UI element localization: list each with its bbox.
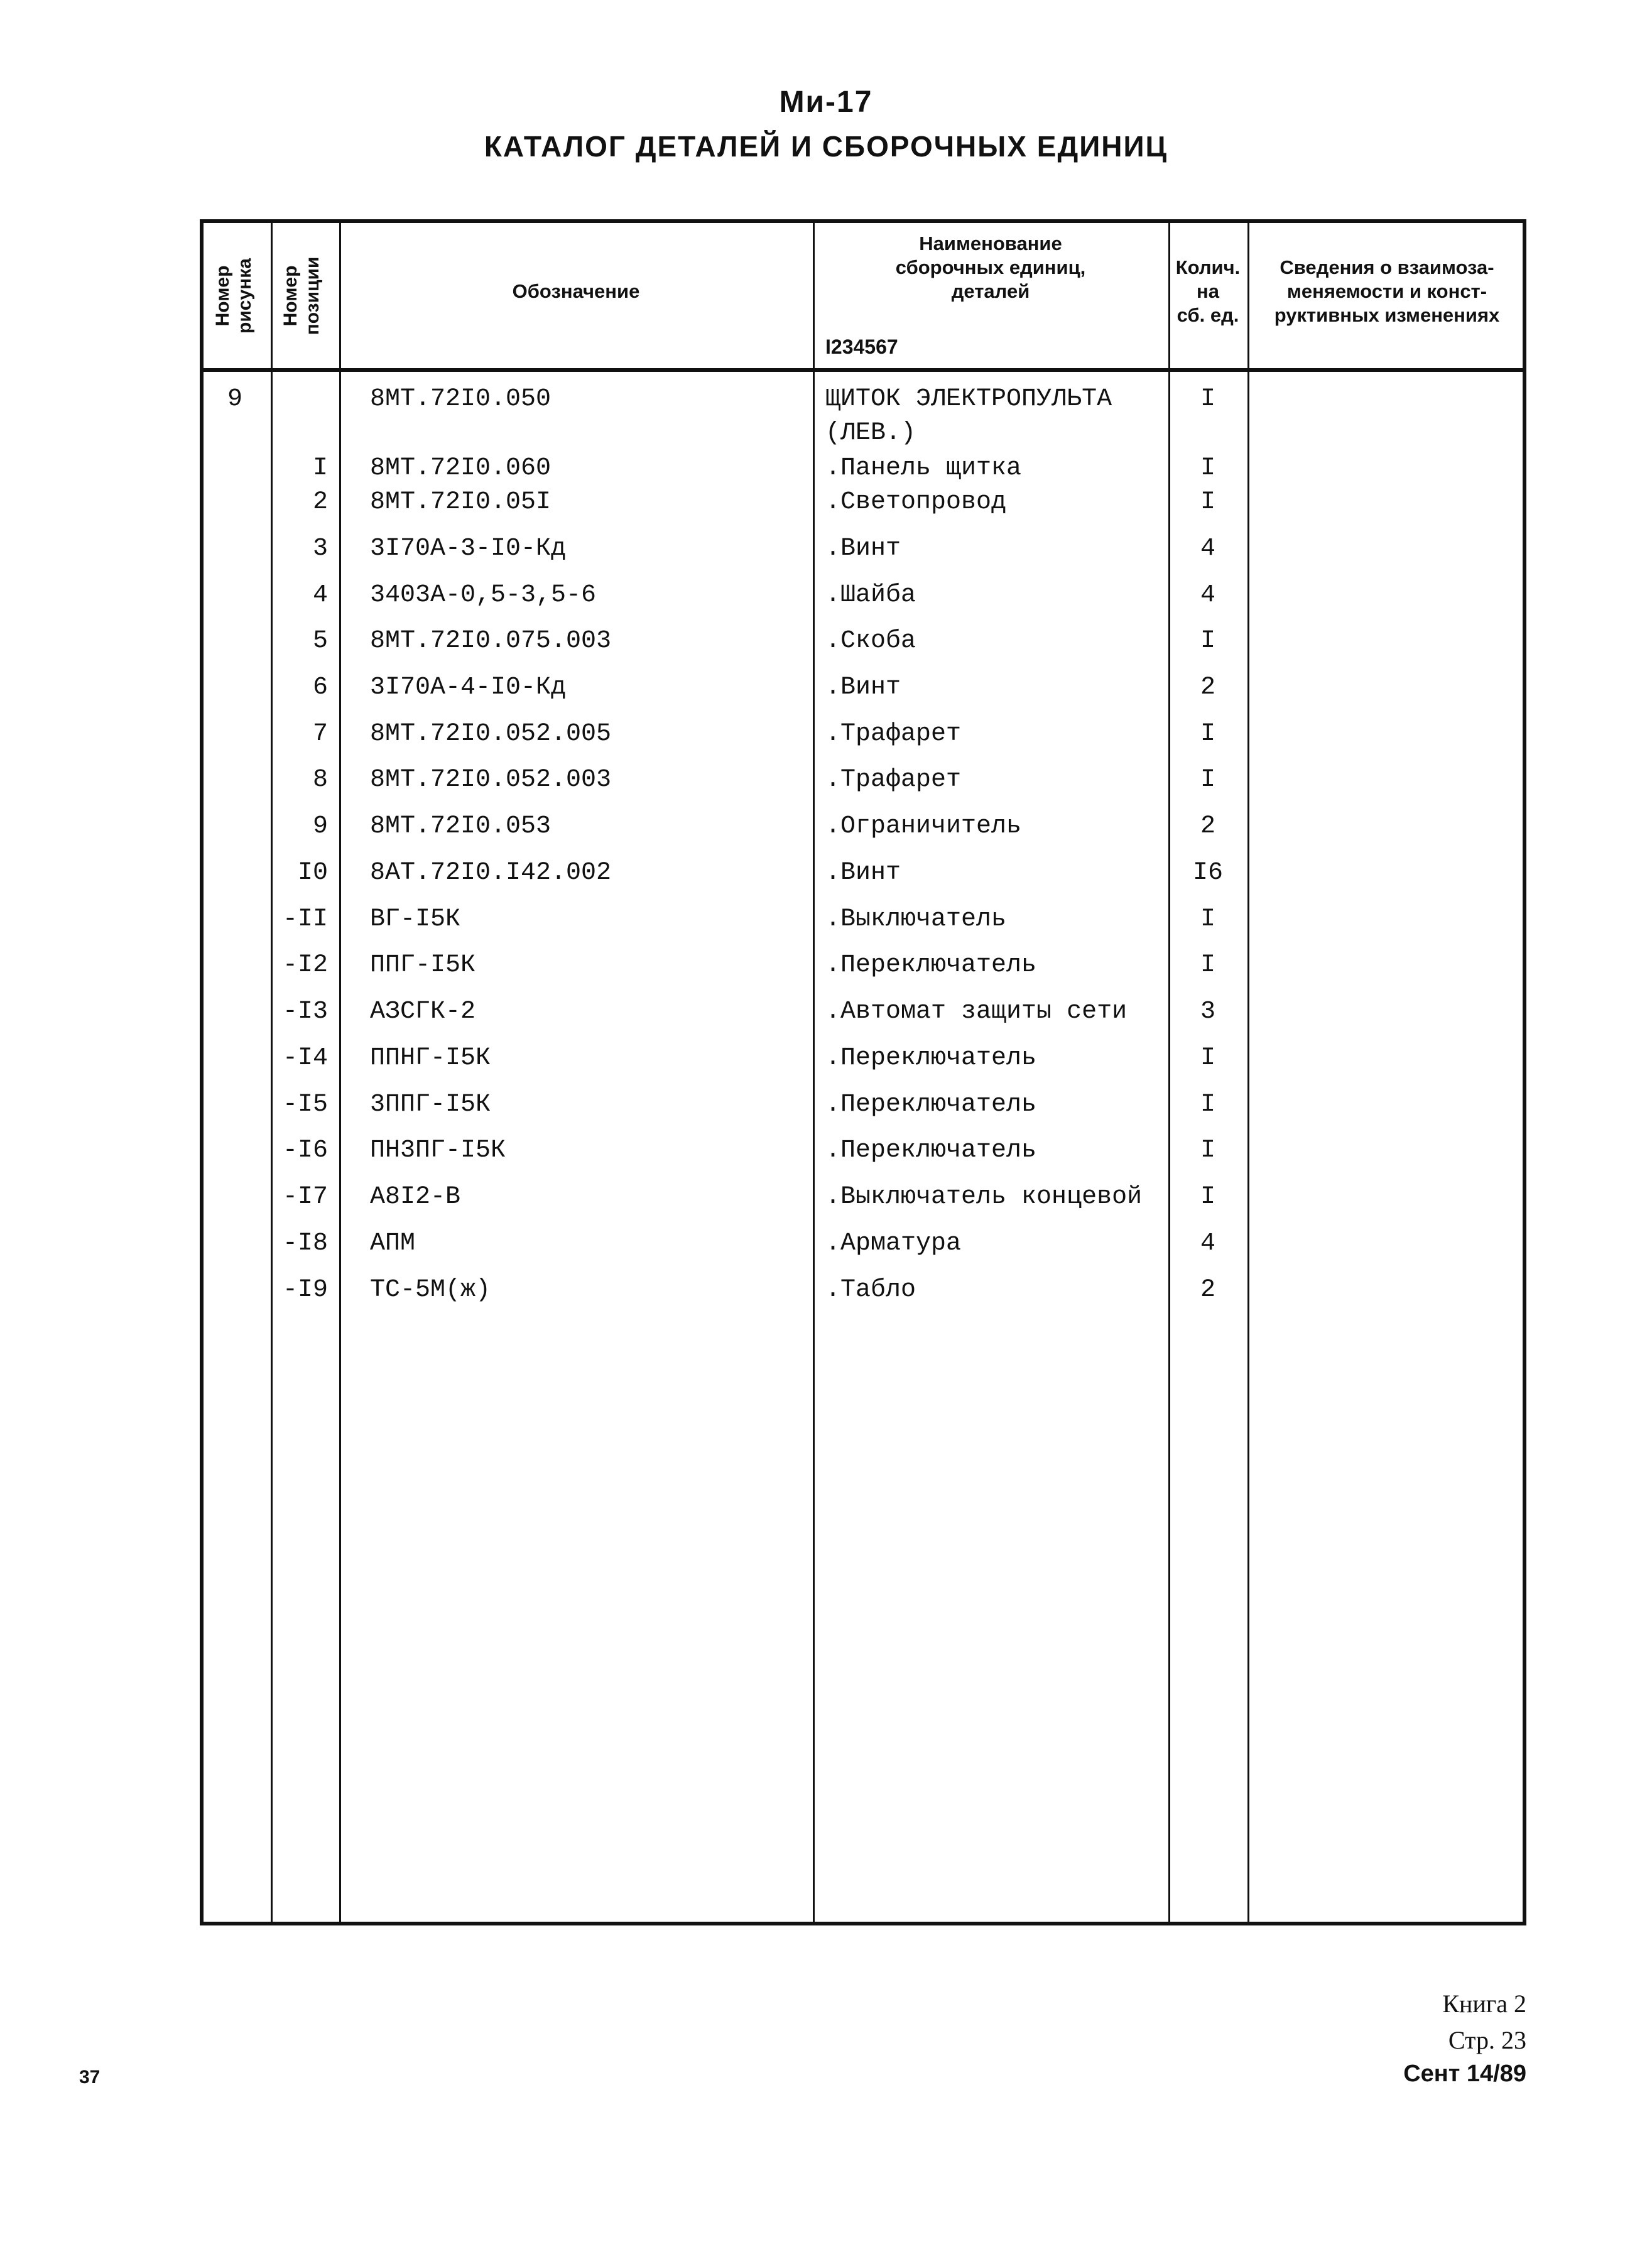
- row-qty: I: [1200, 720, 1215, 748]
- row-name: .Шайба: [825, 581, 916, 609]
- row-designation: ППНГ-I5К: [370, 1044, 491, 1072]
- row-designation: 8МТ.72I0.052.005: [370, 720, 612, 748]
- row-position: 8: [312, 766, 328, 794]
- footer-page: Стр. 23: [1448, 2026, 1526, 2054]
- row-position: 2: [312, 488, 328, 516]
- page-title: Ми-17: [779, 85, 873, 119]
- row-position: 7: [312, 720, 328, 748]
- page-number: 37: [79, 2067, 101, 2088]
- row-name: .Винт: [825, 859, 901, 887]
- table-row: [204, 905, 1523, 940]
- row-qty: I: [1200, 766, 1215, 794]
- row-designation: 8МТ.72I0.075.003: [370, 627, 612, 655]
- header-designation: Обозначение: [512, 280, 640, 302]
- header-name-index: I234567: [825, 335, 898, 358]
- row-qty: 4: [1200, 581, 1215, 609]
- row-position: -I6: [282, 1136, 328, 1165]
- header-notes: Сведения о взаимоза- меняемости и конст- руктивных изменениях: [1274, 256, 1500, 326]
- table-row: [204, 812, 1523, 847]
- row-name: .Винт: [825, 535, 901, 563]
- table-row: [204, 1276, 1523, 1311]
- row-qty: 2: [1200, 1276, 1215, 1304]
- row-designation: ВГ-I5К: [370, 905, 461, 934]
- row-qty: 4: [1200, 535, 1215, 563]
- row-position: -I5: [282, 1091, 328, 1119]
- table-row: [204, 720, 1523, 755]
- table-row: [204, 1136, 1523, 1172]
- table-row: [204, 581, 1523, 616]
- row-qty: I: [1200, 905, 1215, 934]
- row-name: .Табло: [825, 1276, 916, 1304]
- header-fig-no: Номер рисунка: [212, 258, 255, 334]
- row-position: -I9: [282, 1276, 328, 1304]
- row-qty: I: [1200, 1136, 1215, 1165]
- row-qty: I6: [1192, 859, 1223, 887]
- row-position: 9: [312, 812, 328, 841]
- row-name: .Автомат защиты сети: [825, 998, 1128, 1026]
- row-designation: 8МТ.72I0.053: [370, 812, 552, 841]
- row-designation: АЗСГК-2: [370, 998, 476, 1026]
- row-position: 6: [312, 673, 328, 702]
- row-qty: I: [1200, 627, 1215, 655]
- row-name: .Светопровод: [825, 488, 1007, 516]
- row-name: (ЛЕВ.): [825, 419, 916, 447]
- row-name: .Скоба: [825, 627, 916, 655]
- header-divider: [204, 368, 1523, 372]
- row-qty: I: [1200, 1183, 1215, 1211]
- row-position: 4: [312, 581, 328, 609]
- row-qty: I: [1200, 951, 1215, 979]
- table-row: [204, 673, 1523, 709]
- row-position: 5: [312, 627, 328, 655]
- table-row: [204, 998, 1523, 1033]
- row-name: .Ограничитель: [825, 812, 1022, 841]
- row-designation: 8МТ.72I0.05I: [370, 488, 552, 516]
- table-row: [204, 1183, 1523, 1218]
- table-row: [204, 1229, 1523, 1265]
- row-designation: ТС-5М(ж): [370, 1276, 491, 1304]
- table-row: [204, 488, 1523, 523]
- row-position: -I3: [282, 998, 328, 1026]
- row-designation: 3ППГ-I5К: [370, 1091, 491, 1119]
- table-row: [204, 859, 1523, 894]
- row-name: .Винт: [825, 673, 901, 702]
- table-row: [204, 951, 1523, 986]
- row-name: .Переключатель: [825, 1044, 1037, 1072]
- row-qty: I: [1200, 1091, 1215, 1119]
- row-name: .Трафарет: [825, 720, 962, 748]
- row-designation: 3I70А-3-I0-Кд: [370, 535, 567, 563]
- header-pos-no: Номер позиции: [280, 256, 323, 335]
- row-qty: 3: [1200, 998, 1215, 1026]
- row-name: .Переключатель: [825, 1091, 1037, 1119]
- row-name: ЩИТОК ЭЛЕКТРОПУЛЬТА: [825, 385, 1112, 413]
- row-position: -I2: [282, 951, 328, 979]
- row-name: .Переключатель: [825, 951, 1037, 979]
- table-row: [204, 535, 1523, 570]
- figure-number: 9: [227, 385, 243, 413]
- row-name: .Трафарет: [825, 766, 962, 794]
- catalog-table: [200, 219, 1526, 1925]
- row-name: .Переключатель: [825, 1136, 1037, 1165]
- table-row: [204, 627, 1523, 662]
- row-qty: I: [1200, 1044, 1215, 1072]
- row-qty: 2: [1200, 812, 1215, 841]
- row-designation: 3403А-0,5-3,5-6: [370, 581, 597, 609]
- row-position: -I4: [282, 1044, 328, 1072]
- row-position: I: [312, 454, 328, 482]
- row-position: 3: [312, 535, 328, 563]
- table-row: [204, 454, 1523, 489]
- row-designation: ПН3ПГ-I5К: [370, 1136, 506, 1165]
- row-designation: 8МТ.72I0.050: [370, 385, 552, 413]
- row-name: .Арматура: [825, 1229, 962, 1258]
- row-name: .Выключатель: [825, 905, 1007, 934]
- row-position: -I7: [282, 1183, 328, 1211]
- header-qty: Колич. на сб. ед.: [1175, 256, 1241, 326]
- row-designation: 8МТ.72I0.060: [370, 454, 552, 482]
- row-designation: ППГ-I5К: [370, 951, 476, 979]
- footer-book: Книга 2: [1442, 1990, 1526, 2018]
- row-designation: А8I2-В: [370, 1183, 461, 1211]
- table-row: [204, 385, 1523, 420]
- row-position: -II: [282, 905, 328, 934]
- table-row: [204, 1044, 1523, 1079]
- footer-date: Сент 14/89: [1403, 2061, 1526, 2087]
- table-row: [204, 766, 1523, 801]
- header-name: Наименование сборочных единиц, деталей: [895, 232, 1086, 302]
- row-name: .Панель щитка: [825, 454, 1022, 482]
- row-qty: 2: [1200, 673, 1215, 702]
- row-qty: I: [1200, 488, 1215, 516]
- catalog-subtitle: КАТАЛОГ ДЕТАЛЕЙ И СБОРОЧНЫХ ЕДИНИЦ: [484, 130, 1168, 163]
- row-qty: I: [1200, 454, 1215, 482]
- table-row: [204, 1091, 1523, 1126]
- row-name: .Выключатель концевой: [825, 1183, 1143, 1211]
- row-designation: 8АТ.72I0.I42.002: [370, 859, 612, 887]
- table-row: [204, 419, 1523, 454]
- row-position: -I8: [282, 1229, 328, 1258]
- row-designation: АПМ: [370, 1229, 416, 1258]
- row-qty: 4: [1200, 1229, 1215, 1258]
- row-designation: 8МТ.72I0.052.003: [370, 766, 612, 794]
- row-qty: I: [1200, 385, 1215, 413]
- row-position: I0: [297, 859, 328, 887]
- row-designation: 3I70А-4-I0-Кд: [370, 673, 567, 702]
